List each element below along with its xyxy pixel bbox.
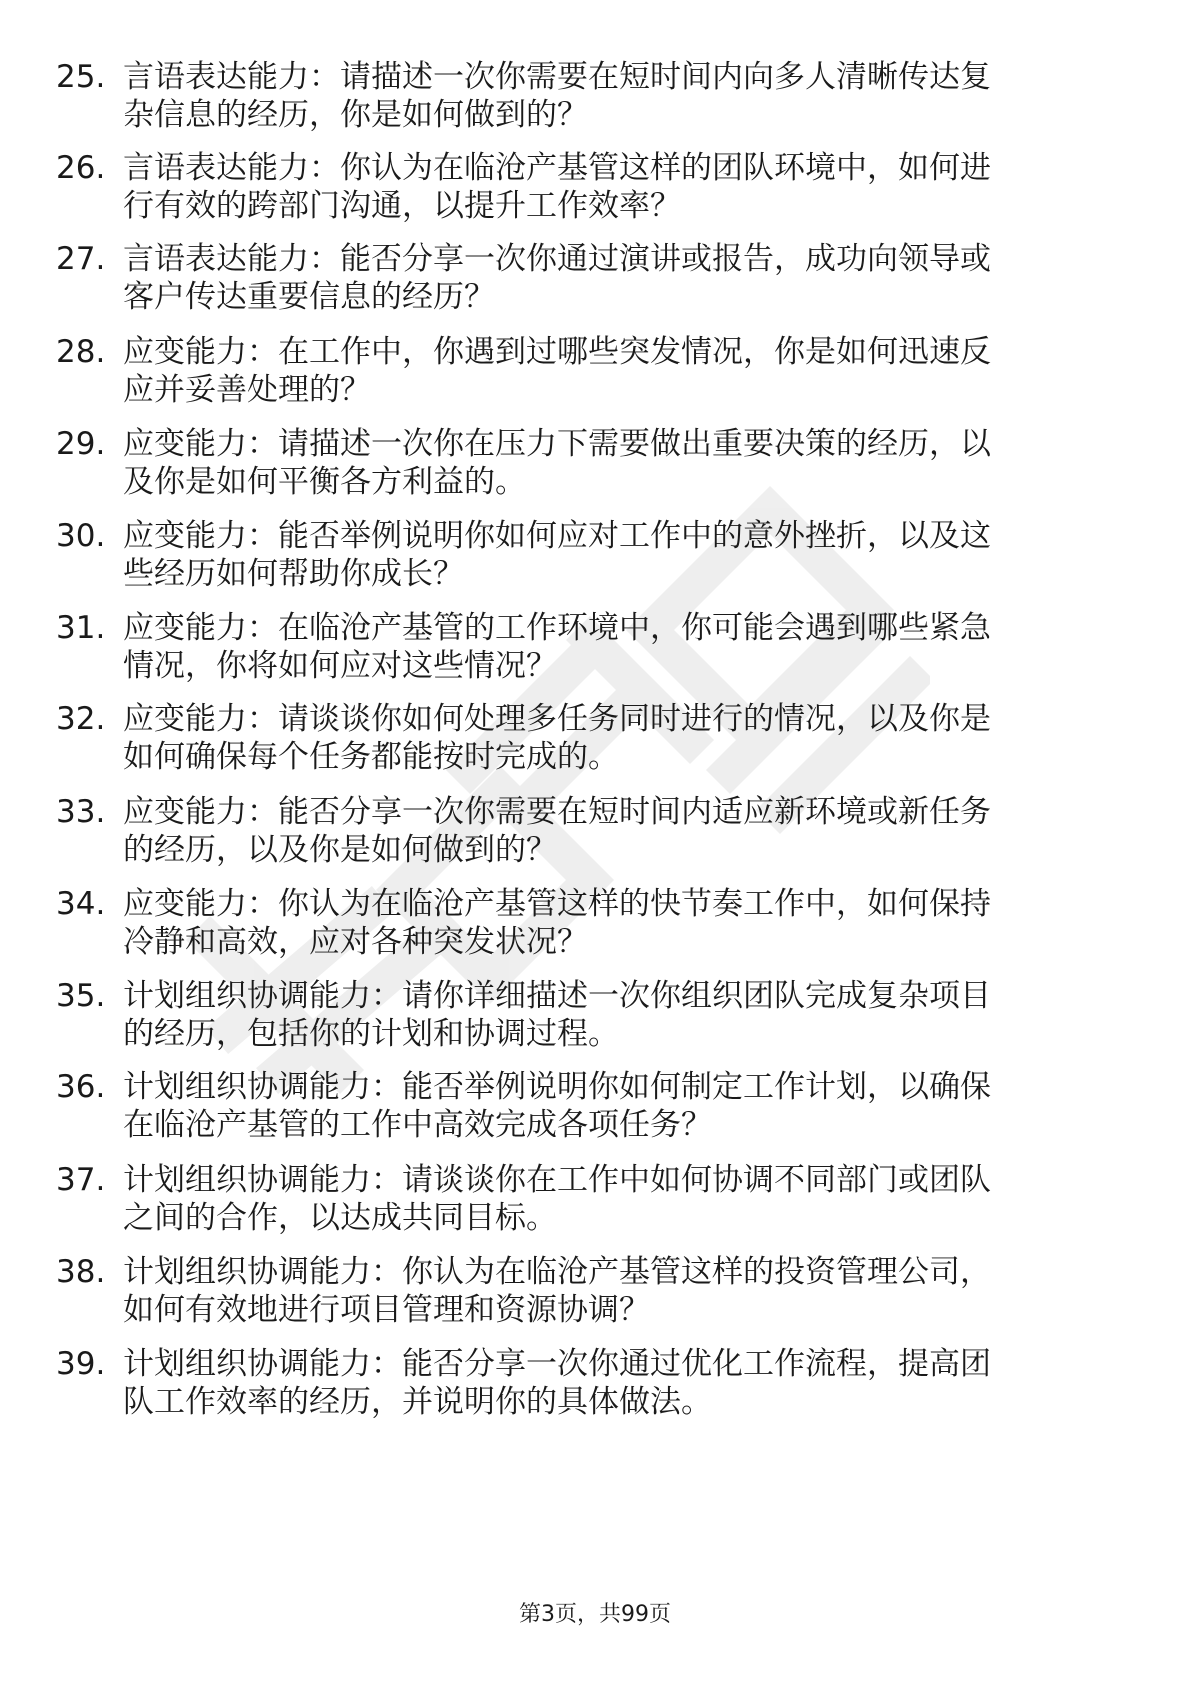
- list-item: [56, 425, 1136, 505]
- question-number: 38.: [56, 1254, 106, 1290]
- question-number: 27.: [56, 241, 106, 277]
- list-item: [56, 885, 1136, 965]
- question-text-line: 队工作效率的经历，并说明你的具体做法。: [123, 1384, 712, 1420]
- question-number: 25.: [56, 59, 106, 95]
- question-text-line: 应变能力：请谈谈你如何处理多任务同时进行的情况，以及你是: [123, 701, 991, 737]
- question-number: 28.: [56, 334, 106, 370]
- question-text-line: 如何确保每个任务都能按时完成的。: [123, 739, 619, 775]
- question-text-line: 计划组织协调能力：能否分享一次你通过优化工作流程，提高团: [123, 1346, 991, 1382]
- list-item: [56, 793, 1136, 873]
- question-text-line: 言语表达能力：你认为在临沧产基管这样的团队环境中，如何进: [123, 150, 991, 186]
- list-item: [56, 240, 1136, 320]
- list-item: [56, 333, 1136, 413]
- list-item: [56, 609, 1136, 689]
- question-text-line: 应变能力：你认为在临沧产基管这样的快节奏工作中，如何保持: [123, 886, 991, 922]
- question-text-line: 计划组织协调能力：你认为在临沧产基管这样的投资管理公司，: [123, 1254, 991, 1290]
- question-number: 36.: [56, 1069, 106, 1105]
- question-text-line: 客户传达重要信息的经历？: [123, 279, 495, 315]
- question-number: 29.: [56, 426, 106, 462]
- question-text-line: 应变能力：请描述一次你在压力下需要做出重要决策的经历，以: [123, 426, 991, 462]
- list-item: [56, 977, 1136, 1057]
- question-text-line: 的经历，以及你是如何做到的？: [123, 832, 557, 868]
- question-text-line: 之间的合作，以达成共同目标。: [123, 1200, 557, 1236]
- list-item: [56, 1345, 1136, 1425]
- question-text-line: 应变能力：在工作中，你遇到过哪些突发情况，你是如何迅速反: [123, 334, 991, 370]
- question-text-line: 计划组织协调能力：请谈谈你在工作中如何协调不同部门或团队: [123, 1162, 991, 1198]
- question-text-line: 的经历，包括你的计划和协调过程。: [123, 1016, 619, 1052]
- question-number: 34.: [56, 886, 106, 922]
- question-number: 35.: [56, 978, 106, 1014]
- list-item: [56, 517, 1136, 597]
- question-number: 37.: [56, 1162, 106, 1198]
- question-text-line: 应变能力：能否分享一次你需要在短时间内适应新环境或新任务: [123, 794, 991, 830]
- question-number: 33.: [56, 794, 106, 830]
- list-item: [56, 58, 1136, 138]
- question-text-line: 如何有效地进行项目管理和资源协调？: [123, 1292, 650, 1328]
- list-item: [56, 1253, 1136, 1333]
- question-text-line: 冷静和高效，应对各种突发状况？: [123, 924, 588, 960]
- question-text-line: 杂信息的经历，你是如何做到的？: [123, 97, 588, 133]
- question-text-line: 应并妥善处理的？: [123, 372, 371, 408]
- page-number: 第3页，共99页: [519, 1602, 671, 1627]
- list-item: [56, 1068, 1136, 1148]
- question-text-line: 计划组织协调能力：请你详细描述一次你组织团队完成复杂项目: [123, 978, 991, 1014]
- question-text-line: 计划组织协调能力：能否举例说明你如何制定工作计划，以确保: [123, 1069, 991, 1105]
- question-text-line: 些经历如何帮助你成长？: [123, 556, 464, 592]
- question-text-line: 言语表达能力：能否分享一次你通过演讲或报告，成功向领导或: [123, 241, 991, 277]
- question-number: 26.: [56, 150, 106, 186]
- question-number: 32.: [56, 701, 106, 737]
- question-text-line: 应变能力：能否举例说明你如何应对工作中的意外挫折，以及这: [123, 518, 991, 554]
- question-text-line: 言语表达能力：请描述一次你需要在短时间内向多人清晰传达复: [123, 59, 991, 95]
- list-item: [56, 149, 1136, 229]
- list-item: [56, 700, 1136, 780]
- question-text-line: 及你是如何平衡各方利益的。: [123, 464, 526, 500]
- question-text-line: 行有效的跨部门沟通，以提升工作效率？: [123, 188, 681, 224]
- question-text-line: 情况，你将如何应对这些情况？: [123, 648, 557, 684]
- question-number: 31.: [56, 610, 106, 646]
- question-text-line: 在临沧产基管的工作中高效完成各项任务？: [123, 1107, 712, 1143]
- list-item: [56, 1161, 1136, 1241]
- question-text-line: 应变能力：在临沧产基管的工作环境中，你可能会遇到哪些紧急: [123, 610, 991, 646]
- question-number: 30.: [56, 518, 106, 554]
- question-number: 39.: [56, 1346, 106, 1382]
